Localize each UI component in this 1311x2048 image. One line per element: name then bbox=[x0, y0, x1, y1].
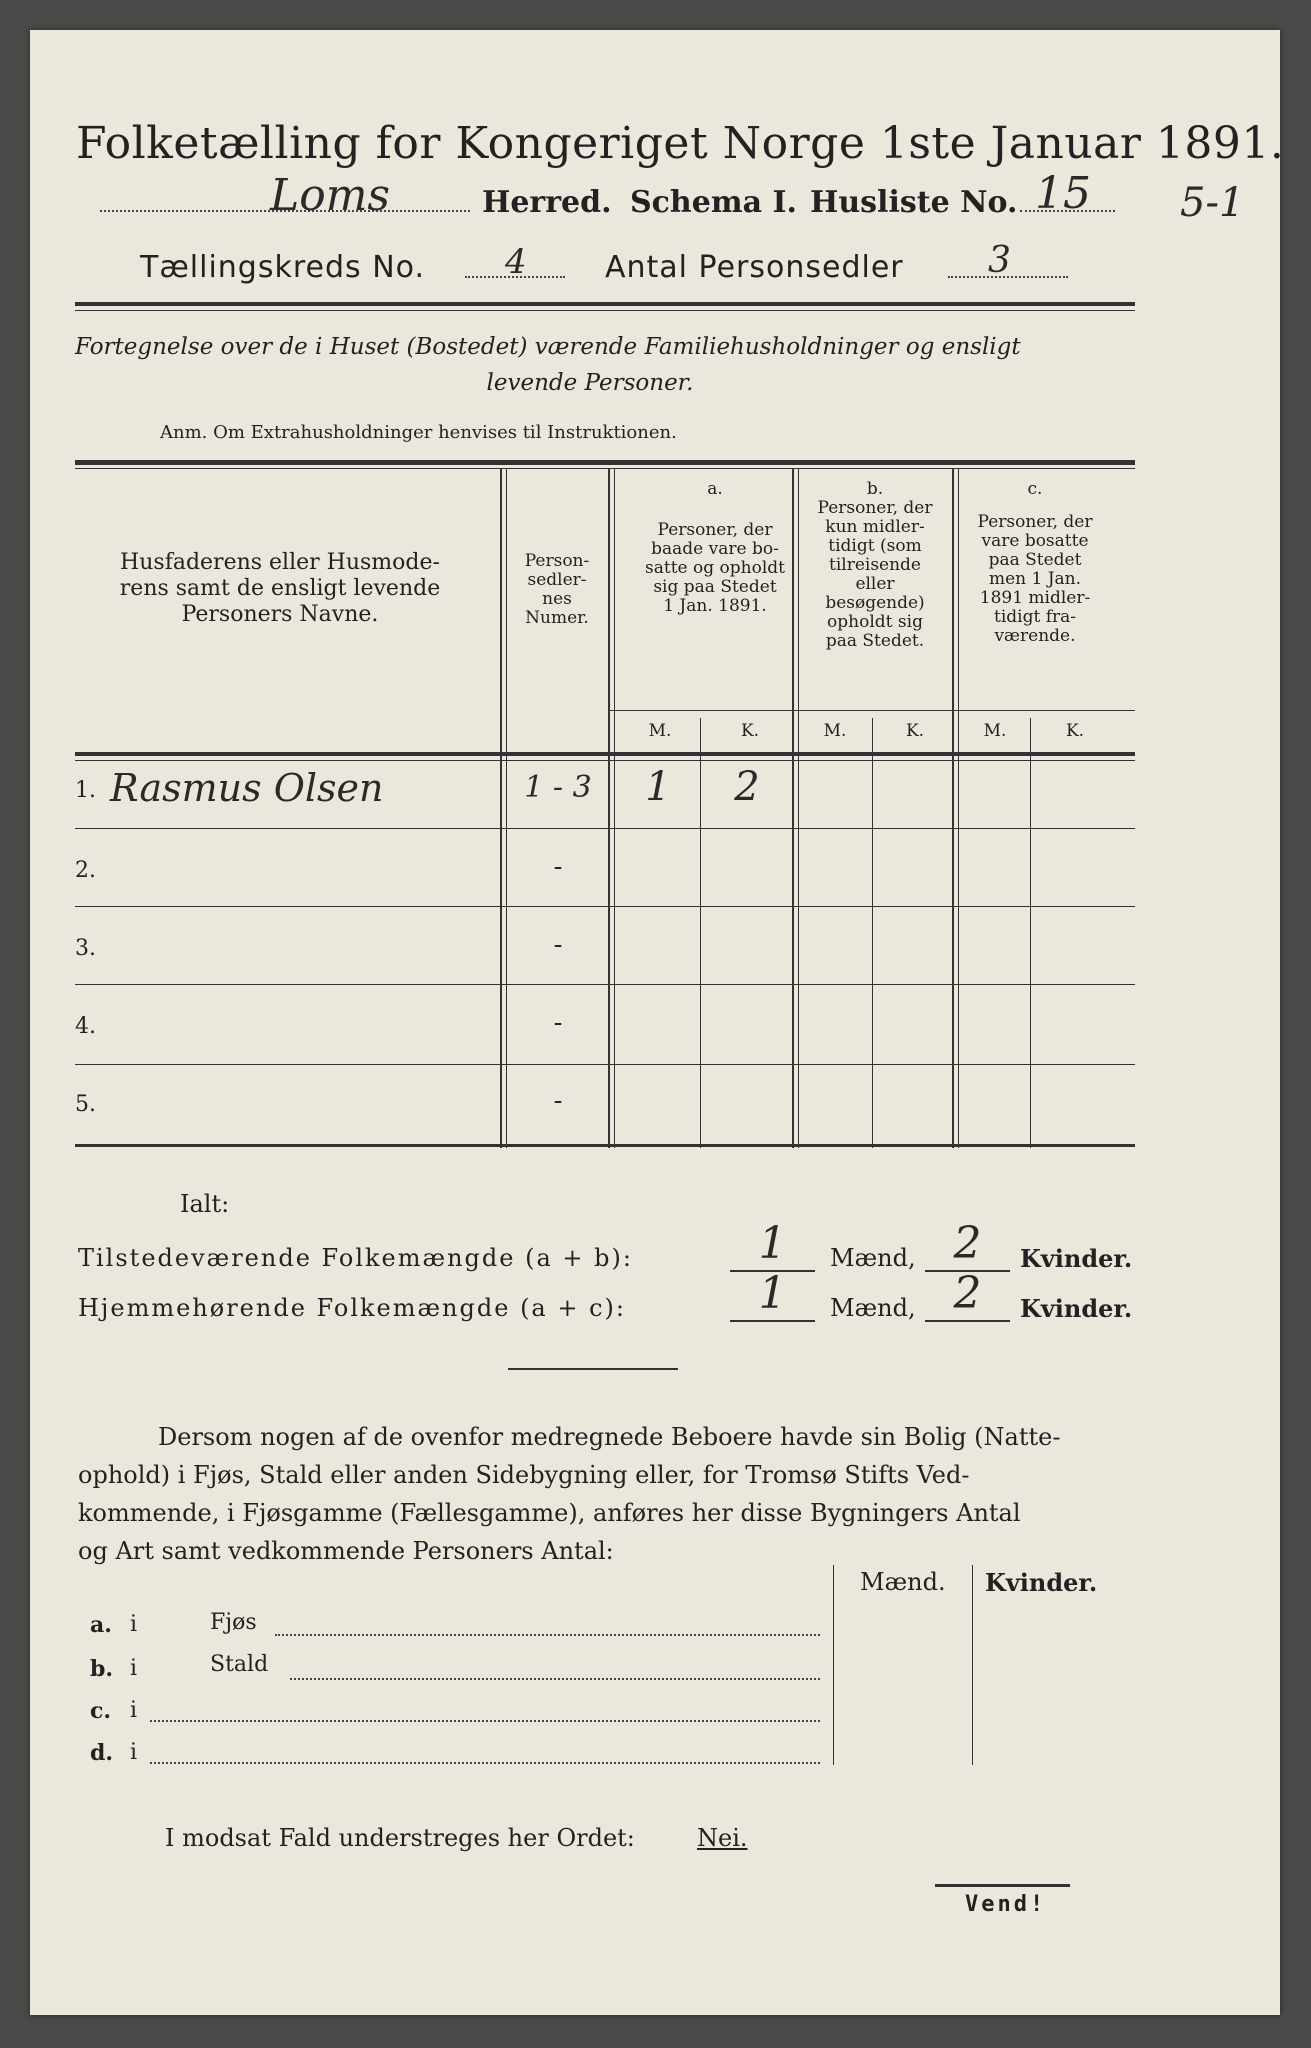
hjemme-m-line bbox=[730, 1320, 815, 1322]
lower-para-line: og Art samt vedkommende Personers Antal: bbox=[78, 1537, 614, 1565]
col-c-header bbox=[955, 480, 1115, 646]
header-rule bbox=[75, 302, 1135, 306]
kreds-value: 4 bbox=[505, 242, 527, 282]
row-rule bbox=[75, 828, 1135, 829]
form-title: Folketælling for Kongeriget Norge 1ste Januar 1891. bbox=[76, 118, 1285, 169]
vline-numer-right bbox=[608, 468, 610, 1148]
kreds-label: Tællingskreds No. bbox=[140, 250, 425, 285]
item-dots bbox=[150, 1720, 820, 1722]
col-numer-header-line: nes bbox=[542, 589, 572, 609]
col-c-header-line: værende. bbox=[994, 626, 1076, 646]
col-c-header-line: 1891 midler- bbox=[979, 588, 1091, 608]
row-rule bbox=[75, 906, 1135, 907]
husliste-value: 15 bbox=[1035, 168, 1091, 219]
col-b-header-line: besøgende) bbox=[825, 593, 925, 613]
lower-para-line: Dersom nogen af de ovenfor medregnede Beboere havde sin Bolig (Natte- bbox=[158, 1423, 1061, 1451]
lower-para-line: ophold) i Fjøs, Stald eller anden Sidebygning eller, for Tromsø Stifts Ved- bbox=[78, 1461, 970, 1489]
col-name-header-line: Husfaderens eller Husmode- bbox=[120, 550, 440, 575]
col-name-header bbox=[75, 550, 485, 628]
herred-label: Herred. bbox=[482, 185, 612, 220]
vline-c-mid bbox=[1030, 718, 1031, 1148]
intro-note: Anm. Om Extrahusholdninger henvises til Instruktionen. bbox=[160, 422, 677, 443]
a-m-label: M. bbox=[648, 721, 672, 741]
mk-rule bbox=[610, 710, 1135, 711]
col-c-header-line: men 1 Jan. bbox=[988, 569, 1082, 589]
item-i: i bbox=[130, 1612, 138, 1637]
row-a-k: 2 bbox=[734, 764, 760, 810]
header-rule-thin bbox=[75, 310, 1135, 311]
herred-value: Loms bbox=[270, 170, 391, 221]
item-label: Fjøs bbox=[210, 1610, 257, 1635]
vline-name-right bbox=[500, 468, 502, 1148]
row-num: 3. bbox=[75, 936, 96, 961]
vline-a-right-2 bbox=[798, 468, 799, 1148]
col-a-letter: a. bbox=[707, 479, 723, 499]
row-numer: - bbox=[553, 1086, 563, 1116]
lower-para-line: kommende, i Fjøsgamme (Fællesgamme), anføres her disse Bygningers Antal bbox=[78, 1499, 1021, 1527]
schema-label: Schema I. bbox=[630, 185, 797, 220]
hjemme-label: Hjemmehørende Folkemængde (a + c): bbox=[78, 1294, 626, 1322]
col-c-header-line: vare bosatte bbox=[981, 531, 1089, 551]
antal-label: Antal Personsedler bbox=[605, 250, 904, 285]
modsat-label: I modsat Fald understreges her Ordet: bbox=[165, 1824, 635, 1852]
c-m-label: M. bbox=[983, 721, 1007, 741]
vend-rule bbox=[935, 1884, 1070, 1887]
tilstede-maend: Mænd, bbox=[830, 1244, 916, 1272]
item-i: i bbox=[130, 1656, 138, 1681]
item-dots bbox=[290, 1678, 820, 1680]
vline-b-right bbox=[952, 468, 954, 1148]
col-b-header-line: opholdt sig bbox=[827, 612, 923, 632]
item-i: i bbox=[130, 1698, 138, 1723]
row-name: Rasmus Olsen bbox=[110, 766, 384, 810]
header-bottom-rule bbox=[75, 752, 1135, 756]
hjemme-kvinder: Kvinder. bbox=[1020, 1294, 1133, 1323]
col-b-header-line: kun midler- bbox=[825, 517, 925, 537]
lower-para bbox=[78, 1418, 1060, 1570]
item-label: Stald bbox=[210, 1652, 269, 1677]
margin-note: 5-1 bbox=[1180, 180, 1245, 226]
col-a-header-line: satte og opholdt bbox=[645, 558, 785, 578]
item-i: i bbox=[130, 1740, 138, 1765]
col-c-header-line: Personer, der bbox=[977, 512, 1093, 532]
intro-line1: Fortegnelse over de i Huset (Bostedet) værende Familiehusholdninger og ensligt bbox=[75, 334, 1021, 360]
separator bbox=[508, 1368, 678, 1370]
intro-line2: levende Personer. bbox=[486, 370, 694, 396]
item-letter: d. bbox=[90, 1740, 114, 1766]
lower-col-kvinder: Kvinder. bbox=[985, 1568, 1098, 1597]
col-a-header-line: sig paa Stedet bbox=[653, 577, 777, 597]
vline-a-mid bbox=[700, 718, 701, 1148]
tilstede-kvinder: Kvinder. bbox=[1020, 1244, 1133, 1273]
lower-vline-1 bbox=[833, 1565, 834, 1765]
hjemme-m-value: 1 bbox=[758, 1268, 787, 1319]
item-dots bbox=[150, 1762, 820, 1764]
vline-numer-right-2 bbox=[614, 468, 615, 1148]
hjemme-maend: Mænd, bbox=[830, 1294, 916, 1322]
c-k-label: K. bbox=[1065, 721, 1085, 741]
col-b-header-line: Personer, der bbox=[817, 498, 933, 518]
col-numer-header bbox=[502, 552, 612, 628]
item-letter: b. bbox=[90, 1656, 114, 1682]
b-m-label: M. bbox=[823, 721, 847, 741]
col-b-letter: b. bbox=[866, 479, 884, 499]
item-letter: c. bbox=[90, 1698, 112, 1724]
col-c-header-line: tidigt fra- bbox=[993, 607, 1076, 627]
tilstede-m-value: 1 bbox=[758, 1218, 787, 1269]
col-numer-header-line: Person- bbox=[524, 551, 590, 571]
col-numer-header-line: sedler- bbox=[527, 570, 587, 590]
vline-b-mid bbox=[872, 718, 873, 1148]
row-numer: - bbox=[553, 1008, 563, 1038]
col-c-letter: c. bbox=[1027, 479, 1043, 499]
hjemme-k-value: 2 bbox=[953, 1268, 982, 1319]
col-c-header-line: paa Stedet bbox=[988, 550, 1082, 570]
b-k-label: K. bbox=[905, 721, 925, 741]
item-letter: a. bbox=[90, 1612, 112, 1638]
col-numer-header-line: Numer. bbox=[525, 608, 589, 628]
col-a-header-line: baade vare bo- bbox=[651, 539, 779, 559]
tilstede-k-value: 2 bbox=[953, 1218, 982, 1269]
row-rule bbox=[75, 1064, 1135, 1065]
item-dots bbox=[275, 1634, 820, 1636]
husliste-label: Husliste No. bbox=[810, 185, 1018, 220]
row-num: 5. bbox=[75, 1092, 96, 1117]
hjemme-k-line bbox=[925, 1320, 1010, 1322]
table-bottom-rule bbox=[75, 1144, 1135, 1147]
vline-name-right-2 bbox=[506, 468, 507, 1148]
a-k-label: K. bbox=[740, 721, 760, 741]
row-num: 1. bbox=[75, 778, 96, 803]
lower-col-maend: Mænd. bbox=[860, 1568, 946, 1596]
ialt-label: Ialt: bbox=[180, 1190, 230, 1218]
vline-b-right-2 bbox=[958, 468, 959, 1148]
table-top-rule-thin bbox=[75, 468, 1135, 469]
row-numer: - bbox=[553, 852, 563, 882]
col-a-header-line: 1 Jan. 1891. bbox=[663, 596, 767, 616]
row-rule bbox=[75, 984, 1135, 985]
row-numer: 1 - 3 bbox=[524, 770, 592, 805]
vline-a-right bbox=[792, 468, 794, 1148]
col-b-header-line: tidigt (som bbox=[828, 536, 922, 556]
col-b-header bbox=[795, 480, 955, 651]
col-name-header-line: rens samt de ensligt levende bbox=[119, 576, 441, 601]
col-b-header-line: tilreisende bbox=[828, 555, 921, 575]
col-b-header-line: eller bbox=[855, 574, 895, 594]
tilstede-label: Tilstedeværende Folkemængde (a + b): bbox=[78, 1244, 633, 1272]
col-name-header-line: Personers Navne. bbox=[181, 602, 379, 627]
census-form bbox=[30, 30, 1285, 2015]
col-a-header bbox=[610, 480, 820, 616]
nei-word: Nei. bbox=[697, 1824, 748, 1852]
col-a-header-line: Personer, der bbox=[657, 520, 773, 540]
row-a-m: 1 bbox=[645, 764, 671, 810]
lower-vline-2 bbox=[972, 1565, 973, 1765]
header-bottom-rule-thin bbox=[75, 760, 1135, 761]
antal-value: 3 bbox=[988, 240, 1011, 281]
col-b-header-line: paa Stedet. bbox=[825, 631, 925, 651]
row-numer: - bbox=[553, 930, 563, 960]
table-top-rule bbox=[75, 460, 1135, 465]
row-num: 2. bbox=[75, 858, 96, 883]
vend-label: Vend! bbox=[965, 1892, 1047, 1917]
row-num: 4. bbox=[75, 1014, 96, 1039]
